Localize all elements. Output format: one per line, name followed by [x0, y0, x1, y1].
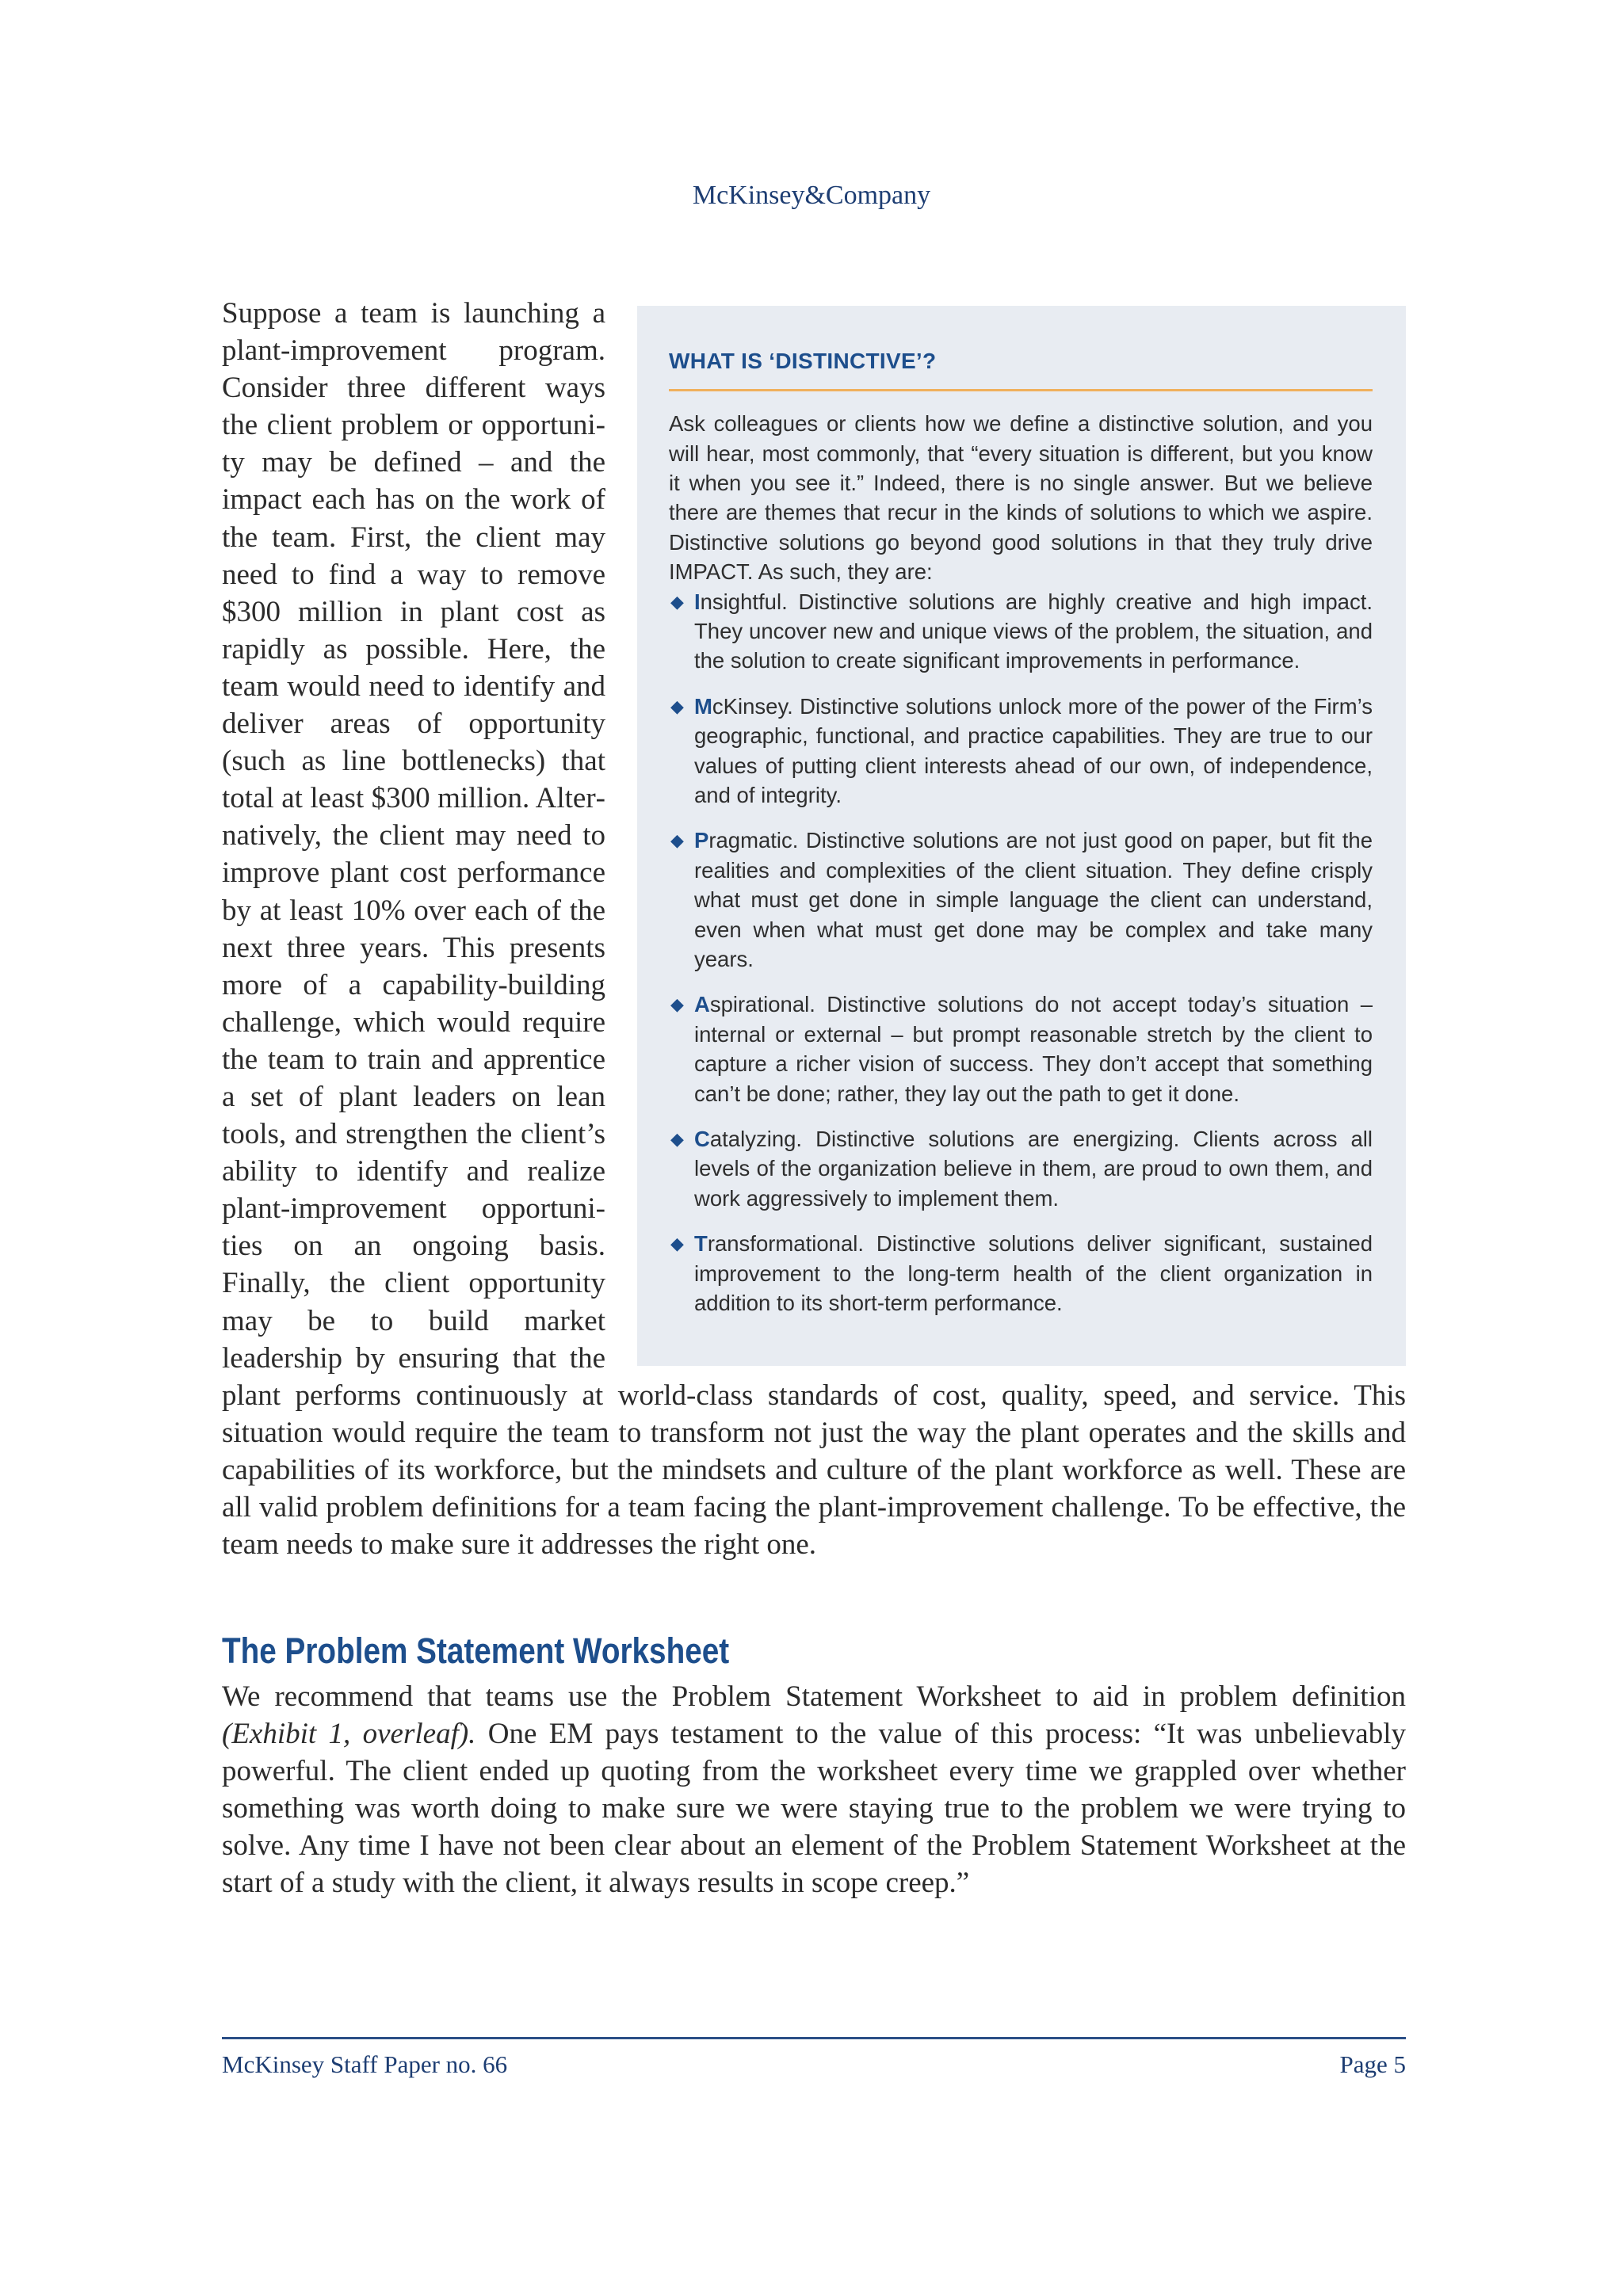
main-paragraph: Suppose a team is launching a plant-improvement program. Consider three different ways the client problem or opportunity may be defined – and the impact each has on the work of the team. First, the client may need to find a way to remove $300 million in plant cost as rapidly as possible. Here, the team would need to identify and deliver areas of opportunity (such as line bottlenecks) that total at least $300 million. Alternatively, the client may need to improve plant cost performance by at least 10% over each of the next three years. This presents more of a capability-building challenge, which would require the team to train and apprentice a set of plant leaders on lean tools, and strengthen the client’s ability to identify and realize plant-improvement opportunities on an ongoing basis. Finally, the client opportunity may be to build market leadership by ensuring that the plant performs continuously at world-class standards of cost, quality, speed, and service. This situation would require the team to transform not just the way the plant operates and the skills and capabilities of its workforce, but the mindsets and culture of the plant workforce as well. These are all valid problem definitions for a team facing the plant-improvement challenge. To be effective, the team needs to make sure it addresses the right one. [222, 297, 1406, 1562]
section-paragraph [222, 1678, 1406, 1902]
page-number: Page 5 [1339, 2050, 1406, 2078]
footer-divider [222, 2037, 1406, 2039]
diamond-bullet-icon: ◆ [670, 1234, 684, 1254]
section-heading: The Problem Statement Worksheet [222, 1630, 730, 1671]
bullet-text: atalyzing. Distinctive solutions are energizing. Clients across all levels of the organization believe in them, are proud to own them, and work aggressively to implement them. [694, 1127, 1373, 1211]
bullet-initial: A [694, 992, 710, 1017]
bullet-initial: P [694, 828, 709, 853]
company-brand: McKinsey&Company [692, 181, 931, 210]
sidebar-item-transformational [669, 1229, 1373, 1318]
diamond-bullet-icon: ◆ [670, 1129, 684, 1150]
distinctive-sidebar [637, 306, 1406, 1366]
bullet-text: spirational. Distinctive solutions do not accept today’s situation – internal or external – but prompt reasonable stretch by the client to capture a richer vision of success. They don’t accept that something can’t be done; rather, they lay out the path to get it done. [694, 992, 1373, 1106]
diamond-bullet-icon: ◆ [670, 591, 684, 612]
section-text-start: We recommend that teams use the Problem Statement Worksheet to aid in problem definition [222, 1680, 1406, 1713]
sidebar-item-catalyzing [669, 1124, 1373, 1213]
diamond-bullet-icon: ◆ [670, 696, 684, 716]
sidebar-item-insightful [669, 587, 1373, 676]
main-body [222, 295, 1406, 1563]
section-text-end: One EM pays testament to the value of this process: “It was unbelievably powerful. The client ended up quoting from the worksheet every time we grappled over whether something was worth doing to make sure we were staying true to the problem we were trying to solve. Any time I have not been clear about an element of the Problem Statement Worksheet at the start of a study with the client, it always results in scope creep.” [222, 1718, 1406, 1900]
bullet-text: nsightful. Distinctive solutions are highly creative and high impact. They uncover new and unique views of the problem, the situation, and the solution to create significant improvements in performance. [694, 589, 1373, 673]
bullet-text: ransformational. Distinctive solutions deliver significant, sustained improvement to the long-term health of the client organization in addition to its short-term performance. [694, 1231, 1373, 1316]
exhibit-reference: (Exhibit 1, overleaf). [222, 1718, 476, 1751]
sidebar-item-pragmatic [669, 826, 1373, 974]
sidebar-item-aspirational [669, 990, 1373, 1108]
bullet-initial: T [694, 1231, 708, 1257]
bullet-initial: I [694, 589, 701, 614]
sidebar-intro: Ask colleagues or clients how we define a distinctive solution, and you will hear, most commonly, that “every situation is different, but you know it when you see it.” Indeed, there is no single answer. But we believe there are themes that recur in the kinds of solutions to which we aspire. Distinctive solutions go beyond good solutions in that they truly drive IMPACT. As such, they are: [669, 411, 1373, 585]
sidebar-title: WHAT IS ‘DISTINCTIVE’? [669, 342, 1373, 391]
footer-paper-title: McKinsey Staff Paper no. 66 [222, 2050, 508, 2078]
bullet-initial: C [694, 1127, 710, 1152]
sidebar-item-mckinsey [669, 692, 1373, 810]
sidebar-list [669, 587, 1373, 1318]
bullet-text: cKinsey. Distinctive solutions unlock more of the power of the Firm’s geographic, functional, and practice capabilities. They are true to our values of putting client interests ahead of our own, of independence, and of integrity. [694, 693, 1373, 807]
bullet-text: ragmatic. Distinctive solutions are not just good on paper, but fit the realities and complexities of the client situation. They define crisply what must get done in simple language the client can understand, even when what must get done may be complex and take many years. [694, 828, 1373, 971]
diamond-bullet-icon: ◆ [670, 994, 684, 1015]
diamond-bullet-icon: ◆ [670, 830, 684, 851]
bullet-initial: M [694, 693, 712, 719]
